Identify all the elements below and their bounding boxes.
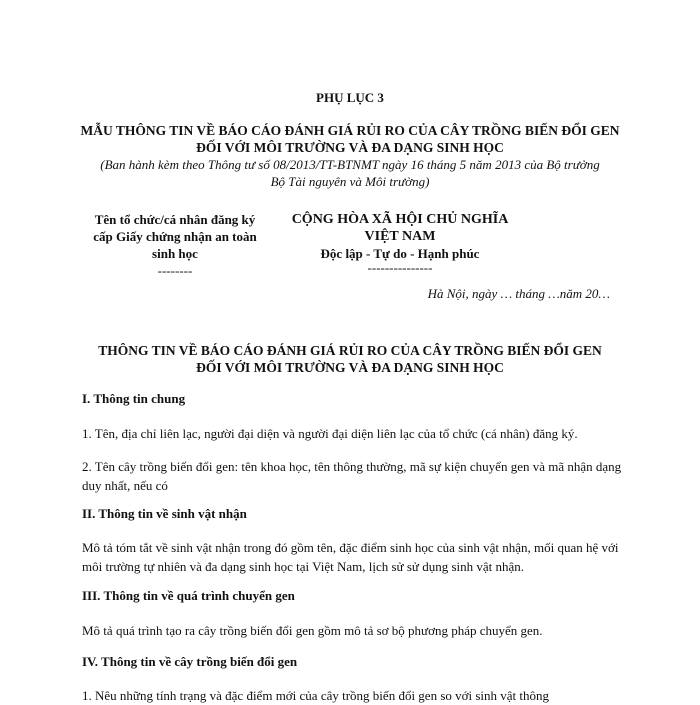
national-header-block: [280, 211, 520, 274]
issued-note-line-1: (Ban hành kèm theo Thông tư số 08/2013/TT-BTNMT ngày 16 tháng 5 năm 2013 của Bộ trưởng: [100, 157, 600, 172]
section-4-item-1: 1. Nêu những tính trạng và đặc điểm mới của cây trồng biến đổi gen so với sinh vật thông: [82, 688, 550, 703]
national-motto: Độc lập - Tự do - Hạnh phúc: [320, 246, 480, 261]
section-4-heading: IV. Thông tin về cây trồng biến đổi gen: [82, 654, 298, 669]
form-title-line-1: MẪU THÔNG TIN VỀ BÁO CÁO ĐÁNH GIÁ RỦI RO CỦA CÂY TRỒNG BIẾN ĐỔI GEN: [80, 123, 620, 138]
national-name: CỘNG HÒA XÃ HỘI CHỦ NGHĨA VIỆT NAM: [291, 212, 509, 244]
section-1-item-2: 2. Tên cây trồng biến đổi gen: tên khoa học, tên thông thường, mã sự kiện chuyển gen và mã nhận dạng duy nhất, nếu có: [82, 459, 622, 493]
applicant-line-2: cấp Giấy chứng nhận an toàn: [93, 229, 257, 244]
section-1-heading: I. Thông tin chung: [82, 391, 186, 406]
section-2-paragraph: Mô tả tóm tắt về sinh vật nhận trong đó gồm tên, đặc điểm sinh học của sinh vật nhận, mối quan hệ với môi trường tự nhiên và đa dạng sinh học tại Việt Nam, lịch sử sử dụng sinh vật nhận.: [82, 540, 619, 574]
applicant-divider: --------: [157, 263, 193, 278]
national-divider: ---------------: [367, 260, 433, 275]
report-title-line-1: THÔNG TIN VỀ BÁO CÁO ĐÁNH GIÁ RỦI RO CỦA CÂY TRỒNG BIẾN ĐỔI GEN: [98, 343, 602, 358]
applicant-line-3: sinh học: [152, 246, 198, 261]
applicant-name-block: [75, 211, 275, 279]
section-1-item-1: 1. Tên, địa chỉ liên lạc, người đại diện và người đại diện liên lạc của tổ chức (cá nhân) đăng ký.: [82, 426, 578, 441]
section-3-paragraph: Mô tả quá trình tạo ra cây trồng biến đổi gen gồm mô tả sơ bộ phương pháp chuyển gen.: [82, 623, 543, 638]
date-line: Hà Nội, ngày … tháng …năm 20…: [427, 286, 610, 301]
appendix-label: PHỤ LỤC 3: [316, 90, 384, 105]
applicant-line-1: Tên tổ chức/cá nhân đăng ký: [94, 212, 256, 227]
section-2-heading: II. Thông tin về sinh vật nhận: [82, 506, 247, 521]
section-3-heading: III. Thông tin về quá trình chuyển gen: [82, 588, 295, 603]
report-title-line-2: ĐỐI VỚI MÔI TRƯỜNG VÀ ĐA DẠNG SINH HỌC: [196, 360, 504, 375]
form-title-line-2: ĐỐI VỚI MÔI TRƯỜNG VÀ ĐA DẠNG SINH HỌC: [196, 140, 504, 155]
issued-note-line-2: Bộ Tài nguyên và Môi trường): [270, 174, 430, 189]
